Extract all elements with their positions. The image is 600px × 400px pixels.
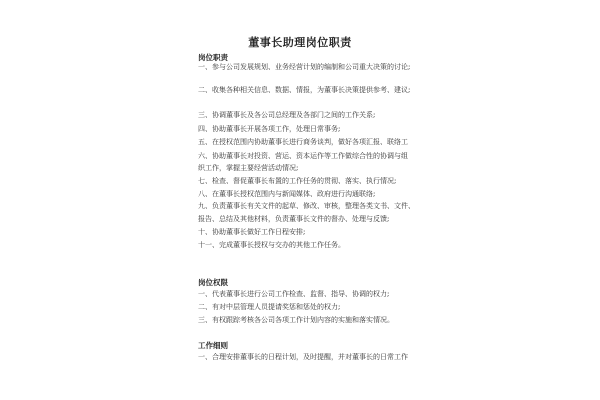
duty-line-6: 六、协助董事长对投资、营运、资本运作等工作做综合性的协调与组: [198, 152, 408, 160]
section-heading-authority: 岗位权限: [198, 278, 228, 287]
duty-line-8: 八、在董事长授权范围内与新闻媒体、政府进行沟通联络;: [198, 190, 376, 198]
authority-line-1: 一、代表董事长进行公司工作检查、监督、指导、协调的权力;: [198, 290, 390, 298]
duty-line-4: 四、协助董事长开展各项工作，处理日常事务;: [198, 125, 341, 133]
section-heading-rules: 工作细则: [198, 341, 228, 350]
duty-line-10: 十、协助董事长做好工作日程安排;: [198, 228, 306, 236]
authority-line-2: 二、有对中层管理人员提请奖惩和惩处的权力;: [198, 303, 341, 311]
duty-line-5: 五、在授权范围内协助董事长进行商务谈判，做好各项汇报、联络工: [198, 138, 408, 146]
duty-line-3: 三、协调董事长及各公司总经理及各部门之间的工作关系;: [198, 111, 376, 119]
duty-line-9: 九、负责董事长有关文件的起草、修改、审核，整理各类文书、文件、: [198, 202, 415, 210]
duty-line-11: 十一、完成董事长授权与交办的其他工作任务。: [198, 241, 345, 249]
rules-line-1: 一、合理安排董事长的日程计划，及时提醒，并对董事长的日常工作: [198, 353, 408, 361]
duty-line-7: 七、检查、督促董事长布置的工作任务的贯彻、落实、执行情况;: [198, 177, 397, 185]
duty-line-2: 二、收集各种相关信息、数据、情报，为董事长决策提供参考、建议;: [198, 86, 411, 94]
document-title: 董事长助理岗位职责: [248, 36, 352, 49]
section-heading-duties: 岗位职责: [198, 53, 228, 62]
authority-line-3: 三、有权跟踪考核各公司各项工作计划内容的实施和落实情况。: [198, 316, 394, 324]
duty-line-1: 一、参与公司发展规划、业务经营计划的编制和公司重大决策的讨论;: [198, 63, 411, 71]
duty-line-9b: 报告、总结及其他材料，负责董事长文件的督办、处理与反馈;: [198, 215, 390, 223]
duty-line-6b: 织工作，掌握主要经营活动情况;: [198, 164, 299, 172]
